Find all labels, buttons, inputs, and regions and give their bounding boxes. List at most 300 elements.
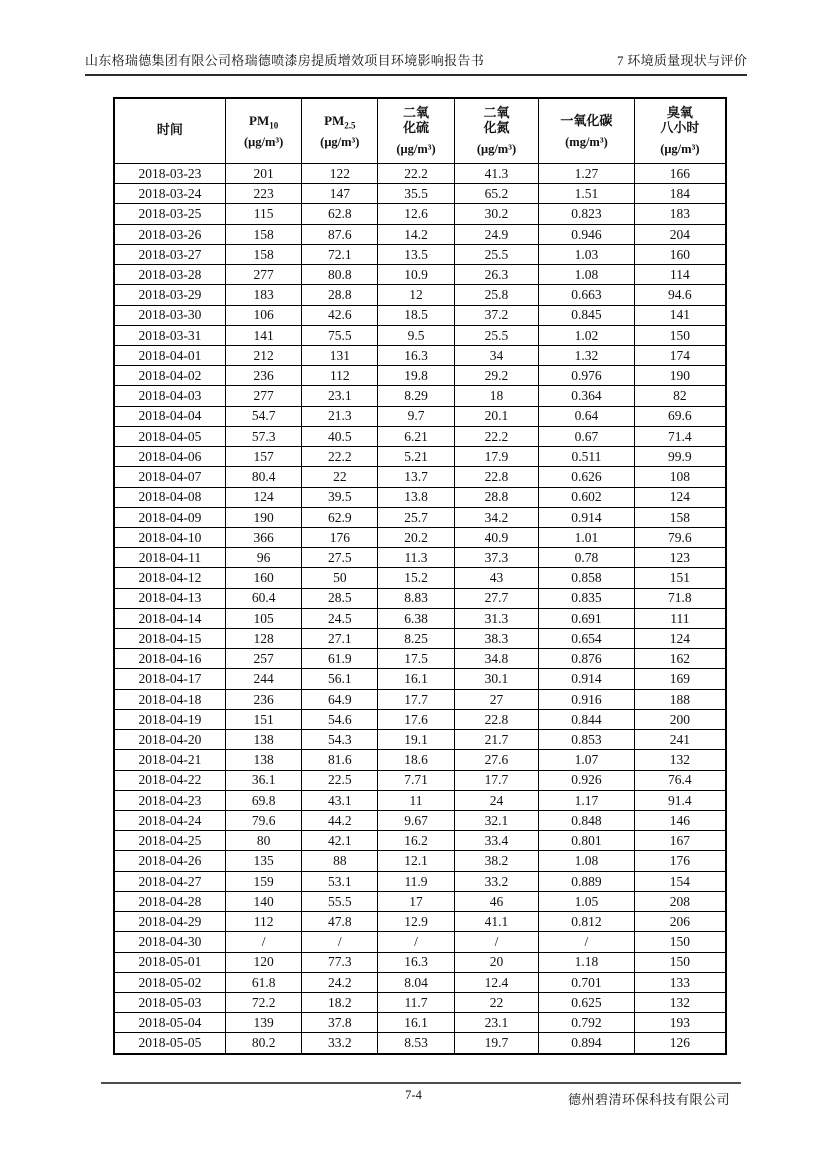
table-row <box>114 366 726 386</box>
value-cell: 22.2 <box>378 164 455 184</box>
value-cell: 0.654 <box>539 629 634 649</box>
value-cell: 79.6 <box>225 811 302 831</box>
value-cell: 77.3 <box>302 952 378 972</box>
value-cell: 80.2 <box>225 1033 302 1054</box>
value-cell: 0.845 <box>539 305 634 325</box>
value-cell: 25.5 <box>454 244 538 264</box>
table-row <box>114 265 726 285</box>
value-cell: 37.8 <box>302 1013 378 1033</box>
value-cell: 61.8 <box>225 972 302 992</box>
table-row <box>114 770 726 790</box>
date-cell: 2018-05-05 <box>114 1033 225 1054</box>
date-cell: 2018-04-24 <box>114 811 225 831</box>
value-cell: 40.9 <box>454 527 538 547</box>
value-cell: 28.8 <box>302 285 378 305</box>
value-cell: 72.2 <box>225 992 302 1012</box>
value-cell: 1.03 <box>539 244 634 264</box>
date-cell: 2018-04-14 <box>114 608 225 628</box>
value-cell: 26.3 <box>454 265 538 285</box>
value-cell: / <box>539 932 634 952</box>
value-cell: 34.2 <box>454 507 538 527</box>
col-header-so2: 二氧 化硫 (μg/m³) <box>378 98 455 164</box>
value-cell: 34 <box>454 345 538 365</box>
value-cell: 140 <box>225 891 302 911</box>
value-cell: 169 <box>634 669 726 689</box>
date-cell: 2018-03-25 <box>114 204 225 224</box>
col-header-co: 一氧化碳 (mg/m³) <box>539 98 634 164</box>
value-cell: 20 <box>454 952 538 972</box>
table-row <box>114 851 726 871</box>
value-cell: 112 <box>302 366 378 386</box>
value-cell: 16.3 <box>378 952 455 972</box>
date-cell: 2018-04-29 <box>114 912 225 932</box>
value-cell: 0.823 <box>539 204 634 224</box>
value-cell: 105 <box>225 608 302 628</box>
value-cell: 12.6 <box>378 204 455 224</box>
date-cell: 2018-04-13 <box>114 588 225 608</box>
footer-divider <box>101 1082 741 1084</box>
date-cell: 2018-04-15 <box>114 629 225 649</box>
value-cell: 212 <box>225 345 302 365</box>
value-cell: 135 <box>225 851 302 871</box>
value-cell: 96 <box>225 548 302 568</box>
value-cell: 0.858 <box>539 568 634 588</box>
table-row <box>114 345 726 365</box>
table-row <box>114 972 726 992</box>
value-cell: 0.889 <box>539 871 634 891</box>
value-cell: 34.8 <box>454 649 538 669</box>
date-cell: 2018-04-04 <box>114 406 225 426</box>
table-header-row <box>114 98 726 164</box>
value-cell: / <box>378 932 455 952</box>
value-cell: 8.53 <box>378 1033 455 1054</box>
value-cell: 9.7 <box>378 406 455 426</box>
value-cell: 0.853 <box>539 730 634 750</box>
value-cell: 38.2 <box>454 851 538 871</box>
value-cell: 111 <box>634 608 726 628</box>
value-cell: 13.7 <box>378 467 455 487</box>
value-cell: 23.1 <box>302 386 378 406</box>
value-cell: 16.1 <box>378 1013 455 1033</box>
value-cell: 13.8 <box>378 487 455 507</box>
value-cell: 176 <box>634 851 726 871</box>
value-cell: 167 <box>634 831 726 851</box>
date-cell: 2018-04-01 <box>114 345 225 365</box>
value-cell: / <box>302 932 378 952</box>
value-cell: 71.4 <box>634 426 726 446</box>
value-cell: 1.18 <box>539 952 634 972</box>
value-cell: 11 <box>378 790 455 810</box>
value-cell: 138 <box>225 730 302 750</box>
table-row <box>114 891 726 911</box>
value-cell: 124 <box>634 487 726 507</box>
value-cell: 277 <box>225 386 302 406</box>
date-cell: 2018-04-03 <box>114 386 225 406</box>
value-cell: / <box>454 932 538 952</box>
value-cell: 17.7 <box>378 689 455 709</box>
value-cell: 6.21 <box>378 426 455 446</box>
table-row <box>114 932 726 952</box>
table-row <box>114 325 726 345</box>
value-cell: 38.3 <box>454 629 538 649</box>
value-cell: 159 <box>225 871 302 891</box>
value-cell: 106 <box>225 305 302 325</box>
value-cell: 76.4 <box>634 770 726 790</box>
date-cell: 2018-04-17 <box>114 669 225 689</box>
page-number: 7-4 <box>405 1088 422 1102</box>
value-cell: 158 <box>225 224 302 244</box>
value-cell: 0.976 <box>539 366 634 386</box>
value-cell: 0.64 <box>539 406 634 426</box>
value-cell: 150 <box>634 932 726 952</box>
value-cell: 157 <box>225 447 302 467</box>
value-cell: 11.9 <box>378 871 455 891</box>
value-cell: 188 <box>634 689 726 709</box>
value-cell: 1.32 <box>539 345 634 365</box>
page-header <box>85 50 747 76</box>
col-header-time: 时间 <box>114 98 225 164</box>
date-cell: 2018-03-23 <box>114 164 225 184</box>
table-row <box>114 871 726 891</box>
value-cell: 13.5 <box>378 244 455 264</box>
value-cell: 53.1 <box>302 871 378 891</box>
table-row <box>114 305 726 325</box>
table-row <box>114 527 726 547</box>
value-cell: 27.7 <box>454 588 538 608</box>
col-header-o3-8h: 臭氧 八小时 (μg/m³) <box>634 98 726 164</box>
value-cell: 146 <box>634 811 726 831</box>
value-cell: 18.5 <box>378 305 455 325</box>
value-cell: 16.1 <box>378 669 455 689</box>
value-cell: 56.1 <box>302 669 378 689</box>
value-cell: 25.8 <box>454 285 538 305</box>
value-cell: 14.2 <box>378 224 455 244</box>
table-row <box>114 588 726 608</box>
date-cell: 2018-04-08 <box>114 487 225 507</box>
value-cell: 0.914 <box>539 669 634 689</box>
table-row <box>114 1033 726 1054</box>
table-row <box>114 244 726 264</box>
value-cell: 28.5 <box>302 588 378 608</box>
value-cell: 37.2 <box>454 305 538 325</box>
value-cell: 46 <box>454 891 538 911</box>
value-cell: 158 <box>225 244 302 264</box>
value-cell: 236 <box>225 366 302 386</box>
value-cell: 94.6 <box>634 285 726 305</box>
value-cell: 27 <box>454 689 538 709</box>
value-cell: 0.691 <box>539 608 634 628</box>
date-cell: 2018-04-30 <box>114 932 225 952</box>
col-header-pm10: $PM_{10}$ (μg/m³) <box>225 98 302 164</box>
value-cell: 12 <box>378 285 455 305</box>
value-cell: 132 <box>634 750 726 770</box>
value-cell: 80.8 <box>302 265 378 285</box>
value-cell: 69.8 <box>225 790 302 810</box>
value-cell: 39.5 <box>302 487 378 507</box>
date-cell: 2018-04-07 <box>114 467 225 487</box>
value-cell: 55.5 <box>302 891 378 911</box>
date-cell: 2018-04-06 <box>114 447 225 467</box>
value-cell: 1.02 <box>539 325 634 345</box>
value-cell: 71.8 <box>634 588 726 608</box>
value-cell: 61.9 <box>302 649 378 669</box>
date-cell: 2018-05-03 <box>114 992 225 1012</box>
date-cell: 2018-03-24 <box>114 184 225 204</box>
value-cell: 32.1 <box>454 811 538 831</box>
value-cell: 0.916 <box>539 689 634 709</box>
col-header-pm25: $PM_{2.5}$ (μg/m³) <box>302 98 378 164</box>
value-cell: 37.3 <box>454 548 538 568</box>
value-cell: 8.25 <box>378 629 455 649</box>
value-cell: 11.7 <box>378 992 455 1012</box>
value-cell: 30.1 <box>454 669 538 689</box>
value-cell: 154 <box>634 871 726 891</box>
value-cell: 236 <box>225 689 302 709</box>
value-cell: 0.602 <box>539 487 634 507</box>
footer-company-name: 德州碧清环保科技有限公司 <box>567 1092 730 1107</box>
table-row <box>114 507 726 527</box>
value-cell: 8.04 <box>378 972 455 992</box>
header-chapter-title: 7 环境质量现状与评价 <box>616 53 747 68</box>
value-cell: 24.9 <box>454 224 538 244</box>
value-cell: 0.625 <box>539 992 634 1012</box>
value-cell: 91.4 <box>634 790 726 810</box>
date-cell: 2018-03-29 <box>114 285 225 305</box>
value-cell: 208 <box>634 891 726 911</box>
value-cell: 114 <box>634 265 726 285</box>
value-cell: 141 <box>225 325 302 345</box>
value-cell: 6.38 <box>378 608 455 628</box>
table-row <box>114 467 726 487</box>
value-cell: 19.8 <box>378 366 455 386</box>
value-cell: 158 <box>634 507 726 527</box>
value-cell: 33.4 <box>454 831 538 851</box>
value-cell: 22 <box>302 467 378 487</box>
value-cell: 147 <box>302 184 378 204</box>
date-cell: 2018-04-21 <box>114 750 225 770</box>
date-cell: 2018-03-27 <box>114 244 225 264</box>
value-cell: 123 <box>634 548 726 568</box>
table-row <box>114 447 726 467</box>
value-cell: 16.3 <box>378 345 455 365</box>
value-cell: 79.6 <box>634 527 726 547</box>
value-cell: 166 <box>634 164 726 184</box>
table-row <box>114 568 726 588</box>
value-cell: 12.4 <box>454 972 538 992</box>
value-cell: 1.07 <box>539 750 634 770</box>
value-cell: 22.2 <box>454 426 538 446</box>
value-cell: 0.848 <box>539 811 634 831</box>
value-cell: 112 <box>225 912 302 932</box>
table-row <box>114 548 726 568</box>
date-cell: 2018-03-28 <box>114 265 225 285</box>
value-cell: 1.01 <box>539 527 634 547</box>
air-quality-table <box>113 97 727 1055</box>
table-row <box>114 608 726 628</box>
value-cell: / <box>225 932 302 952</box>
value-cell: 150 <box>634 325 726 345</box>
value-cell: 24 <box>454 790 538 810</box>
value-cell: 201 <box>225 164 302 184</box>
value-cell: 1.08 <box>539 265 634 285</box>
table-row <box>114 204 726 224</box>
value-cell: 0.894 <box>539 1033 634 1054</box>
date-cell: 2018-04-11 <box>114 548 225 568</box>
value-cell: 139 <box>225 1013 302 1033</box>
value-cell: 88 <box>302 851 378 871</box>
value-cell: 366 <box>225 527 302 547</box>
date-cell: 2018-04-19 <box>114 709 225 729</box>
value-cell: 190 <box>634 366 726 386</box>
value-cell: 64.9 <box>302 689 378 709</box>
value-cell: 0.835 <box>539 588 634 608</box>
value-cell: 20.2 <box>378 527 455 547</box>
value-cell: 28.8 <box>454 487 538 507</box>
value-cell: 8.29 <box>378 386 455 406</box>
value-cell: 124 <box>634 629 726 649</box>
date-cell: 2018-04-26 <box>114 851 225 871</box>
table-row <box>114 406 726 426</box>
value-cell: 82 <box>634 386 726 406</box>
header-report-title: 山东格瑞德集团有限公司格瑞德喷漆房提质增效项目环境影响报告书 <box>85 53 485 68</box>
table-row <box>114 164 726 184</box>
table-row <box>114 487 726 507</box>
date-cell: 2018-04-28 <box>114 891 225 911</box>
value-cell: 80 <box>225 831 302 851</box>
value-cell: 0.946 <box>539 224 634 244</box>
value-cell: 21.3 <box>302 406 378 426</box>
table-row <box>114 669 726 689</box>
value-cell: 27.1 <box>302 629 378 649</box>
value-cell: 69.6 <box>634 406 726 426</box>
date-cell: 2018-03-31 <box>114 325 225 345</box>
value-cell: 133 <box>634 972 726 992</box>
value-cell: 0.663 <box>539 285 634 305</box>
value-cell: 12.9 <box>378 912 455 932</box>
value-cell: 18 <box>454 386 538 406</box>
value-cell: 1.17 <box>539 790 634 810</box>
value-cell: 176 <box>302 527 378 547</box>
value-cell: 60.4 <box>225 588 302 608</box>
table-row <box>114 386 726 406</box>
value-cell: 131 <box>302 345 378 365</box>
date-cell: 2018-04-09 <box>114 507 225 527</box>
value-cell: 22.5 <box>302 770 378 790</box>
value-cell: 124 <box>225 487 302 507</box>
value-cell: 87.6 <box>302 224 378 244</box>
value-cell: 0.914 <box>539 507 634 527</box>
table-row <box>114 1013 726 1033</box>
value-cell: 81.6 <box>302 750 378 770</box>
value-cell: 22.8 <box>454 709 538 729</box>
table-row <box>114 811 726 831</box>
value-cell: 41.3 <box>454 164 538 184</box>
value-cell: 75.5 <box>302 325 378 345</box>
value-cell: 21.7 <box>454 730 538 750</box>
value-cell: 19.1 <box>378 730 455 750</box>
date-cell: 2018-04-16 <box>114 649 225 669</box>
value-cell: 47.8 <box>302 912 378 932</box>
value-cell: 257 <box>225 649 302 669</box>
value-cell: 27.5 <box>302 548 378 568</box>
value-cell: 43.1 <box>302 790 378 810</box>
value-cell: 8.83 <box>378 588 455 608</box>
value-cell: 162 <box>634 649 726 669</box>
value-cell: 41.1 <box>454 912 538 932</box>
value-cell: 17.9 <box>454 447 538 467</box>
value-cell: 183 <box>634 204 726 224</box>
value-cell: 241 <box>634 730 726 750</box>
value-cell: 150 <box>634 952 726 972</box>
table-row <box>114 709 726 729</box>
value-cell: 25.5 <box>454 325 538 345</box>
value-cell: 50 <box>302 568 378 588</box>
value-cell: 18.6 <box>378 750 455 770</box>
value-cell: 17.7 <box>454 770 538 790</box>
table-row <box>114 629 726 649</box>
date-cell: 2018-04-12 <box>114 568 225 588</box>
value-cell: 42.1 <box>302 831 378 851</box>
value-cell: 120 <box>225 952 302 972</box>
table-row <box>114 285 726 305</box>
value-cell: 36.1 <box>225 770 302 790</box>
table-row <box>114 831 726 851</box>
value-cell: 160 <box>634 244 726 264</box>
value-cell: 62.9 <box>302 507 378 527</box>
table-row <box>114 689 726 709</box>
value-cell: 24.5 <box>302 608 378 628</box>
table-row <box>114 992 726 1012</box>
date-cell: 2018-04-27 <box>114 871 225 891</box>
value-cell: 54.6 <box>302 709 378 729</box>
value-cell: 22.8 <box>454 467 538 487</box>
value-cell: 0.801 <box>539 831 634 851</box>
date-cell: 2018-04-02 <box>114 366 225 386</box>
value-cell: 99.9 <box>634 447 726 467</box>
value-cell: 29.2 <box>454 366 538 386</box>
value-cell: 138 <box>225 750 302 770</box>
value-cell: 62.8 <box>302 204 378 224</box>
value-cell: 122 <box>302 164 378 184</box>
table-body <box>114 164 726 1055</box>
value-cell: 17.6 <box>378 709 455 729</box>
value-cell: 22 <box>454 992 538 1012</box>
value-cell: 1.27 <box>539 164 634 184</box>
value-cell: 200 <box>634 709 726 729</box>
value-cell: 80.4 <box>225 467 302 487</box>
date-cell: 2018-03-26 <box>114 224 225 244</box>
value-cell: 35.5 <box>378 184 455 204</box>
col-header-no2: 二氧 化氮 (μg/m³) <box>454 98 538 164</box>
value-cell: 0.926 <box>539 770 634 790</box>
value-cell: 193 <box>634 1013 726 1033</box>
value-cell: 1.51 <box>539 184 634 204</box>
value-cell: 44.2 <box>302 811 378 831</box>
value-cell: 141 <box>634 305 726 325</box>
value-cell: 54.3 <box>302 730 378 750</box>
value-cell: 0.364 <box>539 386 634 406</box>
value-cell: 65.2 <box>454 184 538 204</box>
value-cell: 15.2 <box>378 568 455 588</box>
value-cell: 30.2 <box>454 204 538 224</box>
value-cell: 23.1 <box>454 1013 538 1033</box>
value-cell: 5.21 <box>378 447 455 467</box>
value-cell: 183 <box>225 285 302 305</box>
value-cell: 184 <box>634 184 726 204</box>
value-cell: 17 <box>378 891 455 911</box>
value-cell: 204 <box>634 224 726 244</box>
table-row <box>114 730 726 750</box>
